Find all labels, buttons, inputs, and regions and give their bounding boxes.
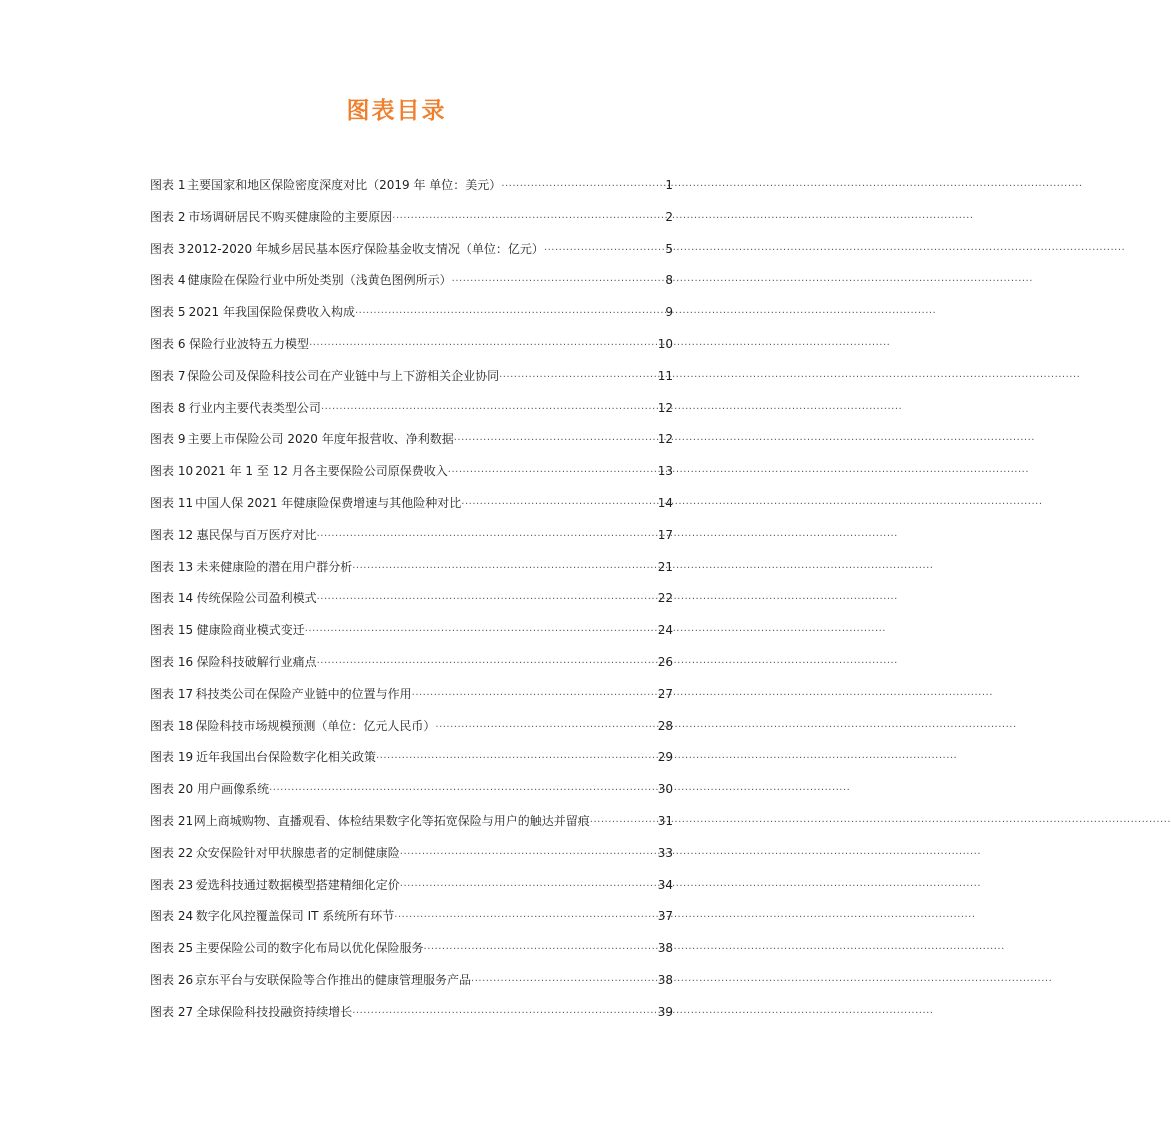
toc-entry[interactable] (150, 329, 673, 361)
toc-entry-text: 数字化风控覆盖保司 IT 系统所有环节 (195, 909, 395, 924)
toc-entry-label: 图表 9 (150, 432, 186, 447)
toc-entry-page-number: 31 (657, 813, 673, 828)
toc-entry-text: 近年我国出台保险数字化相关政策 (195, 750, 376, 765)
toc-entry[interactable] (150, 297, 673, 329)
toc-entry-page-number: 5 (665, 241, 673, 256)
toc-dot-leader (412, 680, 657, 712)
toc-entry-text: 中国人保 2021 年健康险保费增速与其他险种对比 (195, 495, 462, 510)
toc-entry-text: 众安保险针对甲状腺患者的定制健康险 (195, 845, 400, 860)
toc-entry-text: 主要保险公司的数字化布局以优化保险服务 (195, 941, 424, 956)
toc-dot-leader (352, 998, 656, 1030)
toc-entry-label: 图表 18 (150, 718, 194, 733)
page-title: 图表目录 (346, 98, 447, 124)
toc-dot-leader (352, 553, 656, 585)
toc-entry-page-number: 10 (657, 336, 673, 351)
toc-entry-label: 图表 13 (150, 559, 194, 574)
toc-dot-leader (448, 457, 657, 489)
toc-entry[interactable] (150, 870, 673, 902)
toc-entry-text: 惠民保与百万医疗对比 (196, 527, 317, 542)
toc-dot-leader (501, 171, 664, 203)
toc-dot-leader (435, 712, 656, 744)
toc-dot-leader (400, 839, 657, 871)
toc-entry-page-number: 14 (657, 495, 673, 510)
toc-entry[interactable] (150, 679, 673, 711)
toc-dot-leader (452, 266, 665, 298)
toc-entry-label: 图表 16 (150, 654, 194, 669)
toc-entry-text: 健康险商业模式变迁 (196, 623, 305, 638)
toc-dot-leader (309, 330, 657, 362)
toc-entry-page-number: 13 (657, 464, 673, 479)
toc-entry-label: 图表 21 (150, 813, 194, 828)
toc-entry-text: 保险公司及保险科技公司在产业链中与上下游相关企业协同 (187, 368, 500, 383)
toc-entry-page-number: 38 (657, 941, 673, 956)
toc-entry-page-number: 24 (657, 623, 673, 638)
toc-entry-text: 市场调研居民不购买健康险的主要原因 (188, 209, 393, 224)
toc-entry-text: 保险科技市场规模预测（单位：亿元人民币） (195, 718, 436, 733)
toc-entry[interactable] (150, 615, 673, 647)
toc-entry[interactable] (150, 456, 673, 488)
toc-entry-page-number: 33 (657, 845, 673, 860)
toc-entry-text: 2021 年我国保险保费收入构成 (188, 305, 355, 320)
toc-entry[interactable] (150, 265, 673, 297)
toc-entry-text: 保险科技破解行业痛点 (196, 654, 317, 669)
toc-dot-leader (305, 616, 657, 648)
toc-entry[interactable] (150, 838, 673, 870)
toc-entry-label: 图表 10 (150, 464, 194, 479)
toc-entry[interactable] (150, 901, 673, 933)
toc-entry[interactable] (150, 965, 673, 997)
toc-entry-page-number: 27 (657, 686, 673, 701)
toc-dot-leader (355, 298, 664, 330)
toc-dot-leader (471, 966, 657, 998)
toc-entry-text: 传统保险公司盈利模式 (196, 591, 317, 606)
toc-entry-page-number: 38 (657, 972, 673, 987)
toc-entry[interactable] (150, 997, 673, 1029)
toc-entry[interactable] (150, 393, 673, 425)
toc-entry[interactable] (150, 774, 673, 806)
toc-entry-page-number: 1 (665, 178, 673, 192)
toc-entry[interactable] (150, 488, 673, 520)
toc-dot-leader (392, 203, 664, 235)
toc-entry-page-number: 2 (665, 209, 673, 224)
toc-dot-leader (544, 235, 664, 267)
toc-entry-page-number: 37 (657, 909, 673, 924)
toc-entry-text: 爱选科技通过数据模型搭建精细化定价 (195, 877, 400, 892)
toc-entry-page-number: 11 (657, 368, 673, 383)
toc-entry-label: 图表 1 (150, 178, 186, 192)
toc-dot-leader (376, 743, 657, 775)
toc-entry-label: 图表 8 (150, 400, 186, 415)
toc-dot-leader (394, 902, 656, 934)
toc-dot-leader (454, 425, 657, 457)
toc-entry[interactable] (150, 647, 673, 679)
toc-entry-text: 网上商城购物、直播观看、体检结果数字化等拓宽保险与用户的触达并留痕 (193, 813, 590, 828)
toc-dot-leader (317, 648, 657, 680)
toc-dot-leader (461, 489, 656, 521)
toc-entry[interactable] (150, 361, 673, 393)
toc-entry-text: 2021 年 1 至 12 月各主要保险公司原保费收入 (195, 464, 448, 479)
toc-dot-leader (317, 584, 657, 616)
toc-entry-page-number: 8 (665, 273, 673, 288)
toc-entry-page-number: 12 (657, 432, 673, 447)
toc-entry-label: 图表 17 (150, 686, 194, 701)
toc-dot-leader (321, 394, 657, 426)
toc-entry-text: 京东平台与安联保险等合作推出的健康管理服务产品 (195, 972, 472, 987)
toc-entry-label: 图表 26 (150, 972, 194, 987)
toc-entry[interactable] (150, 583, 673, 615)
toc-entry-page-number: 22 (657, 591, 673, 606)
toc-entry-page-number: 17 (657, 527, 673, 542)
toc-dot-leader (269, 775, 657, 807)
toc-entry[interactable] (150, 202, 673, 234)
toc-entry-page-number: 30 (657, 782, 673, 797)
toc-entry-text: 健康险在保险行业中所处类别（浅黄色图例所示） (187, 273, 452, 288)
toc-entry-label: 图表 24 (150, 909, 194, 924)
toc-entry-label: 图表 4 (150, 273, 186, 288)
toc-entry-text: 主要上市保险公司 2020 年度年报营收、净利数据 (187, 432, 454, 447)
toc-entry-text: 主要国家和地区保险密度深度对比（2019 年 单位：美元） (187, 178, 502, 192)
toc-entry[interactable] (150, 711, 673, 743)
toc-entry-text: 保险行业波特五力模型 (189, 336, 310, 351)
toc-entry-label: 图表 5 (150, 305, 186, 320)
toc-entry-label: 图表 7 (150, 368, 186, 383)
toc-entry-label: 图表 14 (150, 591, 194, 606)
toc-entry-text: 未来健康险的潜在用户群分析 (196, 559, 353, 574)
toc-entry-label: 图表 23 (150, 877, 194, 892)
toc-entry-text: 科技类公司在保险产业链中的位置与作用 (195, 686, 412, 701)
toc-entry[interactable] (150, 170, 673, 202)
toc-entry-label: 图表 22 (150, 845, 194, 860)
toc-entry-text: 用户画像系统 (197, 782, 270, 797)
toc-dot-leader (499, 362, 657, 394)
toc-entry-page-number: 26 (657, 654, 673, 669)
toc-entry[interactable] (150, 933, 673, 965)
toc-entry-label: 图表 27 (150, 1004, 194, 1019)
toc-entry-text: 行业内主要代表类型公司 (188, 400, 321, 415)
toc-entry[interactable] (150, 520, 673, 552)
toc-entry[interactable] (150, 424, 673, 456)
toc-entry-label: 图表 6 (150, 336, 186, 351)
toc-entry-page-number: 21 (657, 559, 673, 574)
toc-dot-leader (424, 934, 657, 966)
toc-entry-label: 图表 25 (150, 941, 194, 956)
toc-entry-label: 图表 15 (150, 623, 194, 638)
toc-entry-page-number: 28 (657, 718, 673, 733)
toc-entry-page-number: 12 (657, 400, 673, 415)
toc-entry-text: 全球保险科技投融资持续增长 (196, 1004, 353, 1019)
toc-entry-label: 图表 11 (150, 495, 194, 510)
toc-entry-label: 图表 12 (150, 527, 194, 542)
toc-entry-page-number: 39 (657, 1004, 673, 1019)
toc-dot-leader (317, 521, 657, 553)
toc-entry-label: 图表 2 (150, 209, 186, 224)
toc-entry[interactable] (150, 234, 673, 266)
toc-entry[interactable] (150, 552, 673, 584)
toc-entry-label: 图表 19 (150, 750, 194, 765)
figure-list (150, 170, 673, 1029)
toc-entry-label: 图表 3 (150, 241, 186, 256)
toc-entry-page-number: 34 (657, 877, 673, 892)
toc-entry[interactable] (150, 806, 673, 838)
toc-dot-leader (590, 807, 657, 839)
toc-entry-text: 2012-2020 年城乡居民基本医疗保险基金收支情况（单位：亿元） (186, 241, 544, 256)
toc-entry[interactable] (150, 742, 673, 774)
toc-entry-page-number: 9 (665, 305, 673, 320)
toc-dot-leader (400, 871, 657, 903)
toc-entry-page-number: 29 (657, 750, 673, 765)
toc-entry-label: 图表 20 (150, 782, 194, 797)
